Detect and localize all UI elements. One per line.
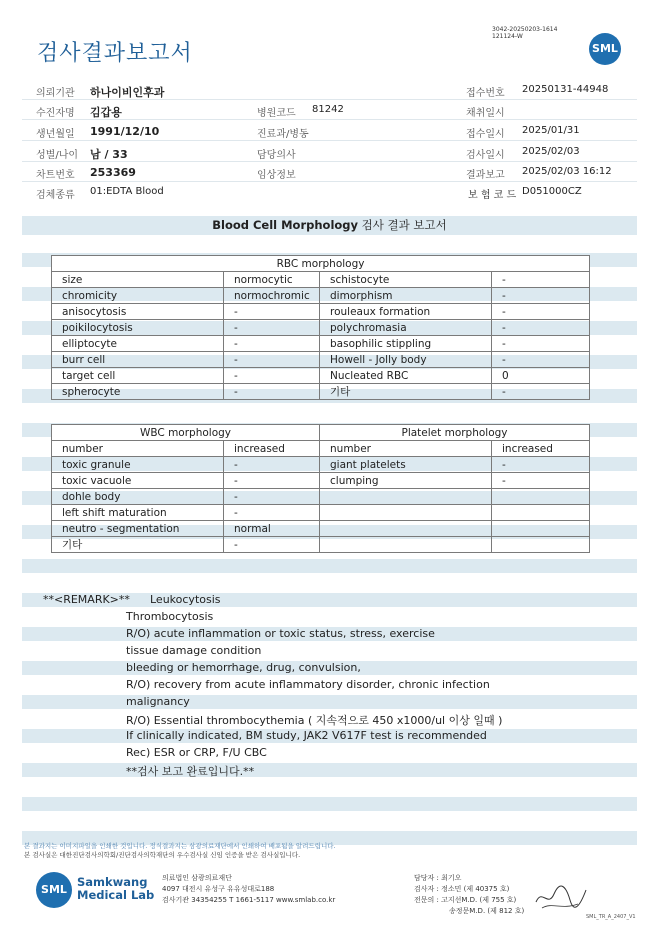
table-cell: - [492, 352, 590, 368]
table-cell: target cell [52, 368, 224, 384]
table-cell: - [224, 473, 320, 489]
table-cell: normal [224, 521, 320, 537]
table-row [52, 272, 590, 288]
insurance-label: 보 험 코 드 [468, 190, 517, 201]
table-cell: - [492, 473, 590, 489]
table-cell: - [492, 304, 590, 320]
staff-line-4: 송정문M.D. (제 812 호) [449, 907, 525, 915]
table-cell [492, 505, 590, 521]
remark-line: R/O) acute inflammation or toxic status, stress, exercise [126, 627, 435, 640]
table-cell: left shift maturation [52, 505, 224, 521]
sml-logo-icon: SML [589, 33, 621, 65]
remark-line: Leukocytosis [150, 593, 221, 606]
recv-date-label: 접수일시 [466, 129, 505, 140]
report-title: 검사결과보고서 [37, 41, 193, 66]
remark-line: malignancy [126, 695, 190, 708]
table-cell: - [492, 320, 590, 336]
table-cell: giant platelets [320, 457, 492, 473]
test-date-value: 2025/02/03 [522, 146, 580, 157]
table-row [52, 537, 590, 553]
sml-footer-logo-icon: SML [36, 872, 72, 908]
stripe [22, 695, 637, 709]
recv-date-value: 2025/01/31 [522, 125, 580, 136]
table-cell: - [492, 288, 590, 304]
table-cell: - [224, 336, 320, 352]
wbc-table-body [52, 441, 590, 553]
inst-value: 하나이비인후과 [90, 86, 165, 99]
footer-note-1: 본 결과지는 이미지파일을 인쇄한 것입니다. 정식결과지는 삼광의료재단에서 인쇄하여 배포됨을 알려드립니다. [24, 842, 336, 850]
rbc-table-body [52, 272, 590, 400]
table-cell: schistocyte [320, 272, 492, 288]
table-cell: normochromic [224, 288, 320, 304]
specimen-label: 검체종류 [36, 190, 75, 201]
table-cell: basophilic stippling [320, 336, 492, 352]
table-cell: 기타 [320, 384, 492, 400]
staff-line-3: 전문의 : 고지선M.D. (제 755 호) [414, 896, 517, 904]
code-line-2: 121124-W [492, 33, 523, 40]
inst-label: 의뢰기관 [36, 88, 75, 99]
table-cell [320, 521, 492, 537]
table-cell: 0 [492, 368, 590, 384]
stripe [22, 559, 637, 573]
table-row [52, 368, 590, 384]
table-row [52, 304, 590, 320]
staff-info [414, 873, 524, 917]
org-line-1: 의료법인 삼광의료재단 [162, 874, 232, 882]
table-cell: Howell - Jolly body [320, 352, 492, 368]
brand-name [77, 876, 154, 902]
remark-line: bleeding or hemorrhage, drug, convulsion, [126, 661, 361, 674]
section-title-rest: 검사 결과 보고서 [358, 218, 447, 232]
stripe [22, 763, 637, 777]
table-row [52, 489, 590, 505]
wbc-platelet-table [51, 424, 590, 553]
hosp-code-label: 병원코드 [257, 108, 296, 119]
org-info [162, 873, 335, 906]
table-row [52, 473, 590, 489]
table-cell: size [52, 272, 224, 288]
table-cell [492, 489, 590, 505]
table-cell: Nucleated RBC [320, 368, 492, 384]
table-cell: toxic granule [52, 457, 224, 473]
header-row-5 [22, 161, 637, 182]
remark-line: R/O) Essential thrombocythemia ( 지속적으로 450 x1000/ul 이상 일때 ) [126, 714, 503, 727]
hosp-code-value: 81242 [312, 104, 344, 115]
table-row [52, 352, 590, 368]
section-title-band [22, 216, 637, 235]
header-row-3 [22, 120, 637, 141]
table-cell [320, 537, 492, 553]
table-cell: - [224, 368, 320, 384]
header-row-2 [22, 99, 637, 120]
table-cell: normocytic [224, 272, 320, 288]
rbc-table [51, 255, 590, 400]
table-cell: - [224, 537, 320, 553]
table-cell: anisocytosis [52, 304, 224, 320]
table-row [52, 441, 590, 457]
table-row [52, 384, 590, 400]
table-cell: - [492, 336, 590, 352]
patient-label: 수진자명 [36, 108, 75, 119]
table-cell: - [492, 384, 590, 400]
remark-line: R/O) recovery from acute inflammatory disorder, chronic infection [126, 678, 490, 691]
remark-label: **<REMARK>** [43, 593, 130, 606]
table-row [52, 521, 590, 537]
sexage-label: 성별/나이 [36, 150, 79, 161]
table-row [52, 288, 590, 304]
header-row-4 [22, 141, 637, 162]
table-cell: toxic vacuole [52, 473, 224, 489]
table-cell [492, 537, 590, 553]
sexage-value: 남 / 33 [90, 148, 128, 161]
wbc-table-title: WBC morphology [52, 425, 320, 441]
brand-line-2: Medical Lab [77, 888, 155, 902]
table-cell: increased [224, 441, 320, 457]
test-date-label: 검사일시 [466, 150, 505, 161]
remark-line: Rec) ESR or CRP, F/U CBC [126, 746, 267, 759]
footer-note-2: 본 검사실은 대한진단검사의학회/진단검사의학재단의 우수검사실 신임 인증을 받은 검사실입니다. [24, 851, 301, 859]
staff-line-2: 검사자 : 정소민 (제 40375 호) [414, 885, 510, 893]
table-cell: number [320, 441, 492, 457]
table-cell: 기타 [52, 537, 224, 553]
table-cell: dimorphism [320, 288, 492, 304]
patient-value: 김갑용 [90, 106, 122, 119]
table-cell: poikilocytosis [52, 320, 224, 336]
table-row [52, 505, 590, 521]
org-line-2: 4097 대전시 유성구 유유성대로188 [162, 885, 275, 893]
section-title [22, 216, 637, 235]
table-cell: - [492, 272, 590, 288]
birth-label: 생년월일 [36, 129, 75, 140]
table-cell: - [492, 457, 590, 473]
brand-line-1: Samkwang [77, 875, 148, 889]
chart-value: 253369 [90, 166, 136, 179]
dept-label: 진료과/병동 [257, 129, 309, 140]
remark-line: tissue damage condition [126, 644, 262, 657]
table-cell: chromicity [52, 288, 224, 304]
table-cell: - [224, 457, 320, 473]
staff-line-1: 담당자 : 최기오 [414, 874, 462, 882]
remark-line: If clinically indicated, BM study, JAK2 V617F test is recommended [126, 729, 487, 742]
table-cell [320, 489, 492, 505]
table-cell: - [224, 352, 320, 368]
specimen-value: 01:EDTA Blood [90, 186, 164, 197]
table-cell: clumping [320, 473, 492, 489]
recv-no-label: 접수번호 [466, 88, 505, 99]
report-label: 결과보고 [466, 170, 505, 181]
table-cell: neutro - segmentation [52, 521, 224, 537]
birth-value: 1991/12/10 [90, 125, 160, 138]
form-code: SML_TR_A_2407_V1 [586, 914, 636, 920]
org-line-3: 검사기관 34354255 T 1661-5117 www.smlab.co.kr [162, 896, 336, 904]
remark-line: Thrombocytosis [126, 610, 214, 623]
collect-label: 채취일시 [466, 108, 505, 119]
table-cell: - [224, 320, 320, 336]
table-cell: - [224, 489, 320, 505]
section-title-bold: Blood Cell Morphology [212, 218, 359, 232]
table-row [52, 336, 590, 352]
report-value: 2025/02/03 16:12 [522, 166, 612, 177]
chart-label: 차트번호 [36, 170, 75, 181]
platelet-table-title: Platelet morphology [320, 425, 590, 441]
table-cell: dohle body [52, 489, 224, 505]
table-row [52, 457, 590, 473]
signature-icon [532, 880, 588, 914]
insurance-value: D051000CZ [522, 186, 582, 197]
code-line-1: 3042-20250203-1614 [492, 26, 558, 33]
doctor-label: 담당의사 [257, 150, 296, 161]
table-cell: - [224, 505, 320, 521]
table-cell [320, 505, 492, 521]
barcode-text [492, 26, 557, 40]
table-cell [492, 521, 590, 537]
header-row-6 [22, 181, 637, 201]
table-cell: spherocyte [52, 384, 224, 400]
rbc-table-title: RBC morphology [52, 256, 590, 272]
table-cell: elliptocyte [52, 336, 224, 352]
table-cell: burr cell [52, 352, 224, 368]
clinical-label: 임상정보 [257, 170, 296, 181]
table-cell: increased [492, 441, 590, 457]
table-row [52, 320, 590, 336]
table-cell: polychromasia [320, 320, 492, 336]
table-cell: - [224, 304, 320, 320]
table-cell: - [224, 384, 320, 400]
stripe [22, 797, 637, 811]
header-row-1 [22, 79, 637, 100]
recv-no-value: 20250131-44948 [522, 84, 609, 95]
table-cell: number [52, 441, 224, 457]
remark-line: **검사 보고 완료입니다.** [126, 765, 255, 778]
table-cell: rouleaux formation [320, 304, 492, 320]
